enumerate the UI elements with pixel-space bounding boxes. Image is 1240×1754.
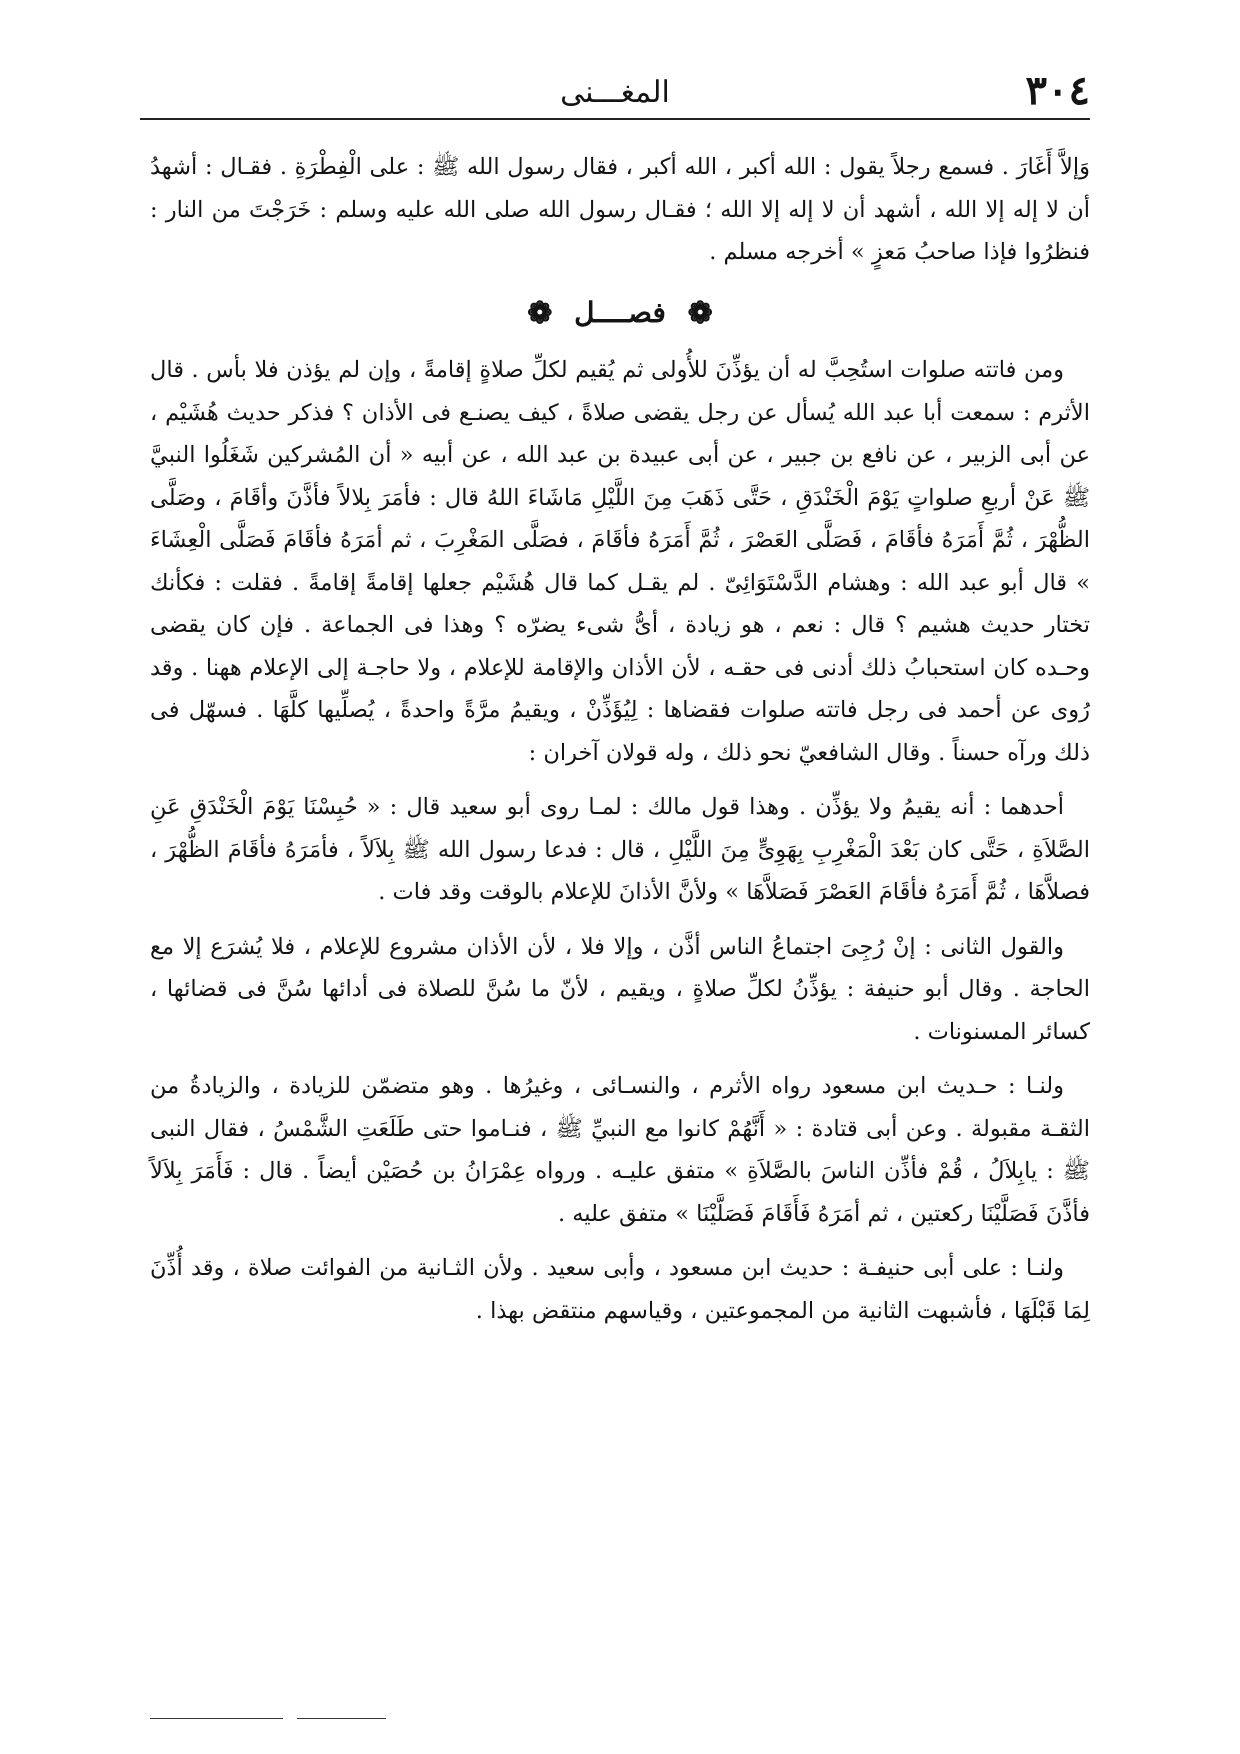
page-header	[140, 66, 1090, 116]
section-heading-label: فصــــل	[574, 295, 666, 329]
paragraph: ومن فاتته صلوات استُحِبَّ له أن يؤذِّنَ للأُولى ثم يُقيم لكلِّ صلاةٍ إقامةً ، وإن لم يؤذن فلا بأس . قال الأثرم : سمعت أبا عبد الله يُسأل عن رجل يقضى صلاةً ، كيف يصنـع فى الأذان ؟ فذكر حديث هُشَيْم ، عن أبى الزبير ، عن نافع بن جبير ، عن أبى عبيدة بن عبد الله ، عن أبيه « أن المُشركين شَغَلُوا النبيَّ ﷺ عَنْ أربعِ صلواتٍ يَوْمَ الْخَنْدَقِ ، حَتَّى ذَهَبَ مِنَ اللَّيْلِ مَاشَاءَ اللهُ قال : فأمَرَ بِلالاً فأذَّنَ وأقَامَ ، وصَلَّى الظُّهْرَ ، ثُمَّ أَمَرَهُ فأقَامَ ، فَصَلَّى العَصْرَ ، ثُمَّ أَمَرَهُ فأقَامَ ، فصَلَّى المَغْرِبَ ، ثم أمَرَهُ فأقَامَ فَصَلَّى الْعِشَاءَ » قال أبو عبد الله : وهشام الدَّسْتَوَائِىّ . لم يقـل كما قال هُشَيْم جعلها إقامةً إقامةً . فقلت : فكأنك تختار حديث هشيم ؟ قال : نعم ، هو زيادة ، أىُّ شىء يضرّه ؟ وهذا فى الجماعة . فإن كان يقضى وحـده كان استحبابُ ذلك أدنى فى حقـه ، لأن الأذان والإقامة للإعلام ، ولا حاجـة إلى الإعلام ههنا . وقد رُوى عن أحمد فى رجل فاتته صلوات فقضاها : لِيُؤَذِّنْ ، ويقيمُ مرَّةً واحدةً ، يُصلِّيها كلَّهَا . فسهّل فى ذلك ورآه حسناً . وقال الشافعيّ نحو ذلك ، وله قولان آخران :	[150, 357, 1090, 766]
footnote-rule	[297, 1718, 386, 1719]
running-title: المغـــنى	[560, 75, 670, 110]
header-rule	[140, 118, 1090, 120]
page-body	[150, 146, 1090, 1332]
page-number: ٣٠٤	[1025, 67, 1090, 114]
paragraph: أحدهما : أنه يقيمُ ولا يؤذِّن . وهذا قول مالك : لمـا روى أبو سعيد قال : « حُبِسْنَا يَوْمَ الْخَنْدَقِ عَنِ الصَّلاَةِ ، حَتَّى كان بَعْدَ الْمَغْرِبِ بِهَوِىٍّ مِنَ اللَّيْلِ ، قال : فدعا رسول الله ﷺ بِلاَلاً ، فأمَرَهُ فأقَامَ الظُّهْرَ ، فصلاَّهَا ، ثُمَّ أَمَرَهُ فأقَامَ العَصْرَ فَصَلاَّهَا » ولأنَّ الأذانَ للإعلام بالوقت وقد فات .	[150, 794, 1090, 905]
footnote-separator	[0, 1718, 1240, 1722]
paragraph: ولنـا : حـديث ابن مسعود رواه الأثرم ، والنسـائى ، وغيرُها . وهو متضمّن للزيادة ، والزيادةُ من الثقـة مقبولة . وعن أبى قتادة : « أَنَّهُمْ كانوا مع النبيِّ ﷺ ، فنـاموا حتى طَلَعَتِ الشَّمْسُ ، فقال النبى ﷺ : يابِلاَلُ ، قُمْ فأذِّن الناسَ بالصَّلاَةِ » متفق عليـه . ورواه عِمْرَانُ بن حُصَيْن أيضاً . قال : فَأَمَرَ بِلاَلاً فأذَّنَ فَصَلَّيْنَا ركعتين ، ثم أمَرَهُ فَأَقَامَ فَصَلَّيْنَا » متفق عليه .	[150, 1073, 1090, 1227]
footnote-rule	[150, 1718, 283, 1719]
paragraph: ولنـا : على أبى حنيفـة : حديث ابن مسعود ، وأبى سعيد . ولأن الثـانية من الفوائت صلاة ، وقد أُذِّنَ لِمَا قَبْلَهَا ، فأشبهت الثانية من المجموعتين ، وقياسهم منتقض بهذا .	[150, 1255, 1090, 1324]
ornament-left-icon: ❁	[527, 296, 553, 331]
paragraph: والقول الثانى : إنْ رُجِىَ اجتماعُ الناس أذَّن ، وإلا فلا ، لأن الأذان مشروع للإعلام ، فلا يُشرَع إلا مع الحاجة . وقال أبو حنيفة : يؤذِّنُ لكلِّ صلاةٍ ، ويقيم ، لأنّ ما سُنَّ للصلاة فى أدائها سُنَّ فى قضائها ، كسائر المسنونات .	[150, 933, 1090, 1045]
section-heading	[150, 288, 1090, 340]
ornament-right-icon: ❁	[687, 296, 713, 331]
paragraph-continuation: وَإلاَّ أَغَارَ . فسمع رجلاً يقول : الله أكبر ، الله أكبر ، فقال رسول الله ﷺ : على الْفِطْرَةِ . فقـال : أشهدُ أن لا إله إلا الله ، أشهد أن لا إله إلا الله ؛ فقـال رسول الله صلى الله عليه وسلم : خَرَجْتَ من النار : فنظرُوا فإذا صاحبُ مَعزٍ » أخرجه مسلم .	[150, 154, 1090, 265]
